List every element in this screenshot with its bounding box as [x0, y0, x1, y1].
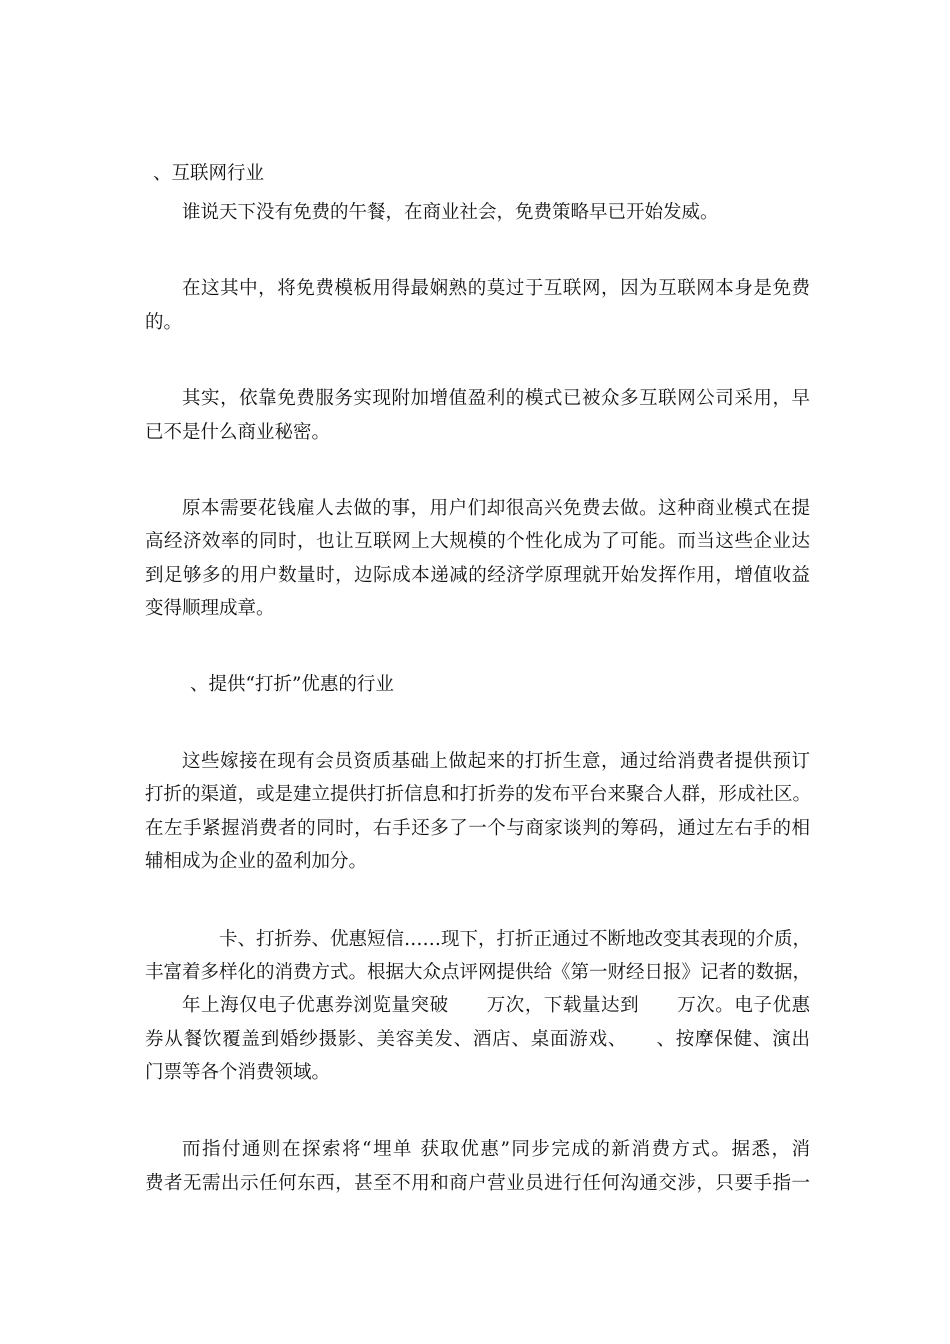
paragraph-line: 这些嫁接在现有会员资质基础上做起来的打折生意，通过给消费者提供预订	[182, 751, 810, 772]
paragraph-line: 到足够多的用户数量时，边际成本递减的经济学原理就开始发挥作用，增值收益	[145, 565, 810, 586]
paragraph-line: 年上海仅电子优惠券浏览量突破 万次，下载量达到 万次。电子优惠	[182, 995, 810, 1016]
paragraph-line: 门票等各个消费领域。	[145, 1062, 331, 1083]
paragraph-line: 已不是什么商业秘密。	[145, 422, 331, 443]
section-heading-internet: 、互联网行业	[153, 163, 265, 184]
paragraph-line: 谁说天下没有免费的午餐，在商业社会，免费策略早已开始发威。	[182, 202, 719, 223]
paragraph-line: 在左手紧握消费者的同时，右手还多了一个与商家谈判的筹码，通过左右手的相	[145, 818, 810, 839]
section-heading-discount: 、提供“打折”优惠的行业	[190, 674, 394, 695]
paragraph-line: 卡、打折券、优惠短信……现下，打折正通过不断地改变其表现的介质，	[219, 929, 812, 950]
paragraph-line: 券从餐饮覆盖到婚纱摄影、美容美发、酒店、桌面游戏、 、按摩保健、演出	[145, 1029, 810, 1050]
paragraph-line: 变得顺理成章。	[145, 598, 275, 619]
paragraph-line: 打折的渠道，或是建立提供打折信息和打折券的发布平台来聚合人群，形成社区。	[145, 784, 812, 805]
paragraph-line: 而指付通则在探索将“埋单 获取优惠”同步完成的新消费方式。据悉，消	[182, 1139, 810, 1160]
paragraph-line: 丰富着多样化的消费方式。根据大众点评网提供给《第一财经日报》记者的数据，	[145, 962, 812, 983]
paragraph-line: 的。	[145, 312, 183, 333]
paragraph-line: 在这其中，将免费模板用得最娴熟的莫过于互联网，因为互联网本身是免费	[182, 278, 810, 299]
paragraph-line: 原本需要花钱雇人去做的事，用户们却很高兴免费去做。这种商业模式在提	[182, 498, 810, 519]
paragraph-line: 辅相成为企业的盈利加分。	[145, 851, 368, 872]
paragraph-line: 其实，依靠免费服务实现附加增值盈利的模式已被众多互联网公司采用，早	[182, 388, 810, 409]
paragraph-line: 费者无需出示任何东西，甚至不用和商户营业员进行任何沟通交涉，只要手指一	[145, 1173, 810, 1194]
paragraph-line: 高经济效率的同时，也让互联网上大规模的个性化成为了可能。而当这些企业达	[145, 531, 810, 552]
